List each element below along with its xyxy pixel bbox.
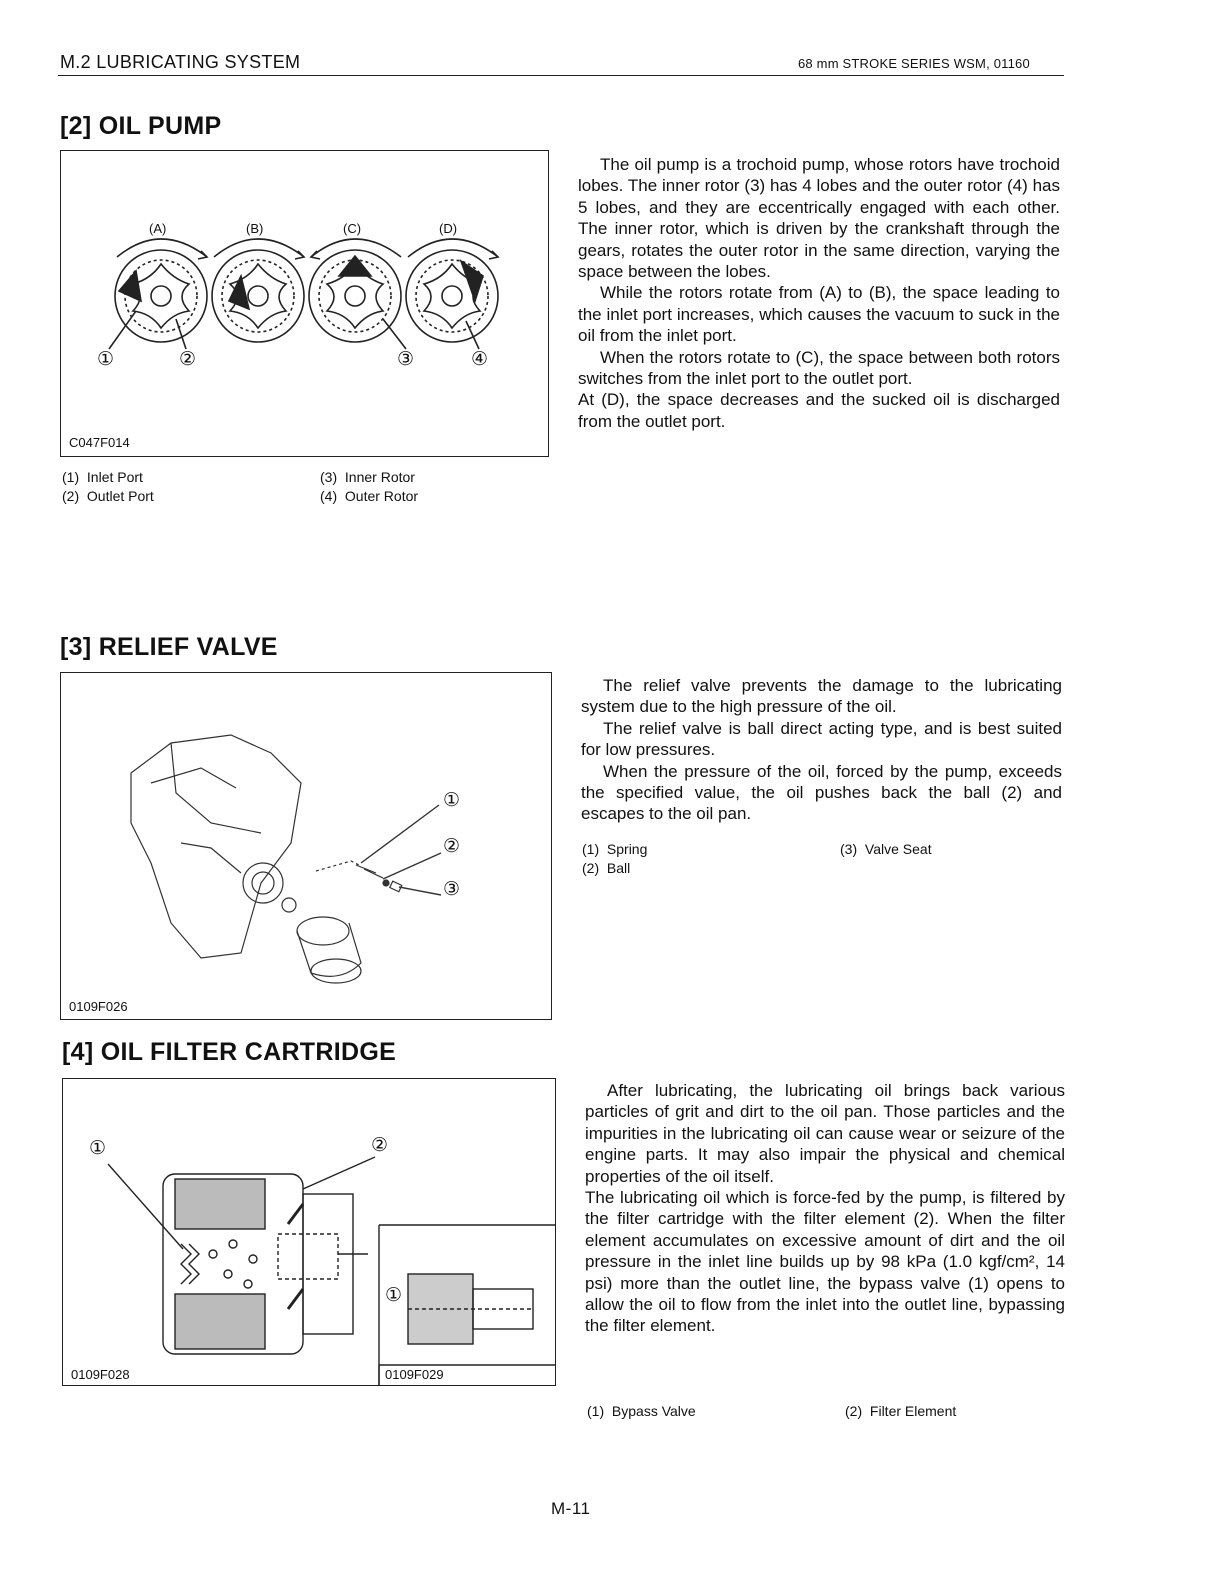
rotor-label-d: (D) — [439, 221, 458, 236]
legend-item: (2) Outlet Port — [62, 488, 154, 504]
paragraph: When the rotors rotate to (C), the space between both rotors switches from the inlet port to the outlet port. — [578, 347, 1060, 389]
callout-2: ② — [443, 836, 461, 857]
legend-item: (2) Filter Element — [845, 1403, 957, 1419]
figure-code: 0109F028 — [71, 1367, 130, 1382]
header-rule — [58, 75, 1064, 76]
relief-valve-legend-right — [840, 840, 1060, 859]
legend-item: (2) Ball — [582, 860, 631, 876]
callout-1: ① — [97, 349, 115, 370]
section-title-oil-filter: [4] OIL FILTER CARTRIDGE — [62, 1038, 397, 1066]
paragraph: The relief valve prevents the damage to the lubricating system due to the high pressure of the oil. — [581, 676, 1062, 717]
legend-item: (1) Bypass Valve — [587, 1403, 696, 1419]
oil-filter-cutaway-diagram — [63, 1079, 555, 1385]
relief-valve-engine-diagram — [61, 673, 551, 993]
oil-filter-figure — [62, 1078, 556, 1386]
callout-3: ③ — [397, 349, 415, 370]
figure-code-inset: 0109F029 — [385, 1367, 444, 1382]
section-title-relief-valve: [3] RELIEF VALVE — [60, 633, 278, 661]
callout-3: ③ — [443, 879, 461, 900]
legend-item: (1) Inlet Port — [62, 469, 143, 485]
rotor-d-icon — [406, 239, 498, 342]
rotor-label-a: (A) — [149, 221, 167, 236]
oil-pump-rotor-diagram — [61, 151, 548, 431]
relief-valve-legend-left — [582, 840, 822, 878]
paragraph: The lubricating oil which is force-fed by the pump, is filtered by the filter cartridge with the filter element (2). When the filter element accumulates on excessive amount of dirt and the oil pressure in the inlet line builds up by 98 kPa (1.0 kgf/cm², 14 psi) more than the outlet line, the bypass valve (1) opens to allow the oil to flow from the inlet into the outlet line, bypassing the filter element. — [585, 1188, 1065, 1336]
callout-1: ① — [443, 790, 461, 811]
oil-pump-legend-left — [62, 468, 302, 506]
legend-item: (4) Outer Rotor — [320, 488, 419, 504]
page-number: M-11 — [551, 1499, 591, 1518]
rotor-label-b: (B) — [246, 221, 264, 236]
paragraph: The relief valve is ball direct acting type, and is best suited for low pressures. — [581, 718, 1062, 760]
relief-valve-figure — [60, 672, 552, 1020]
header-section-title: M.2 LUBRICATING SYSTEM — [60, 52, 301, 72]
rotor-label-c: (C) — [343, 221, 362, 236]
callout-4: ④ — [471, 349, 489, 370]
paragraph: At (D), the space decreases and the sucked oil is discharged from the outlet port. — [578, 390, 1060, 431]
header-manual-id: 68 mm STROKE SERIES WSM, 01160 — [798, 56, 1030, 71]
callout-2: ② — [179, 349, 197, 370]
figure-code: C047F014 — [69, 435, 130, 450]
relief-valve-description — [581, 675, 1062, 825]
paragraph: While the rotors rotate from (A) to (B), the space leading to the inlet port increases, which causes the vacuum to suck in the oil from the inlet port. — [578, 283, 1060, 346]
rotor-c-icon — [309, 239, 401, 342]
oil-pump-figure — [60, 150, 549, 457]
legend-item: (3) Valve Seat — [840, 841, 932, 857]
oil-filter-description — [585, 1080, 1065, 1337]
callout-1: ① — [89, 1138, 107, 1159]
oil-pump-description — [578, 154, 1060, 432]
callout-1-inset: ① — [385, 1285, 403, 1306]
section-title-oil-pump: [2] OIL PUMP — [60, 112, 222, 140]
figure-code: 0109F026 — [69, 999, 128, 1014]
paragraph: After lubricating, the lubricating oil brings back various particles of grit and dirt to the oil pan. Those particles and the impurities in the lubricating oil can cause wear or seizure of the engine parts. It may also impair the physical and chemical properties of the oil itself. — [585, 1081, 1065, 1186]
paragraph: When the pressure of the oil, forced by the pump, exceeds the specified value, the oil pushes back the ball (2) and escapes to the oil pan. — [581, 761, 1062, 824]
paragraph: The oil pump is a trochoid pump, whose rotors have trochoid lobes. The inner rotor (3) has 4 lobes and the outer rotor (4) has 5 lobes, and they are eccentrically engaged with each other. The inner rotor, which is driven by the crankshaft through the gears, rotates the outer rotor in the same direction, varying the space between the lobes. — [578, 155, 1060, 282]
callout-2: ② — [371, 1135, 389, 1156]
legend-item: (1) Spring — [582, 841, 648, 857]
legend-item: (3) Inner Rotor — [320, 469, 415, 485]
rotor-b-icon — [212, 239, 304, 342]
rotor-a-icon — [115, 239, 207, 342]
oil-filter-legend-left — [587, 1402, 827, 1421]
oil-filter-legend-right — [845, 1402, 1065, 1421]
oil-pump-legend-right — [320, 468, 550, 506]
